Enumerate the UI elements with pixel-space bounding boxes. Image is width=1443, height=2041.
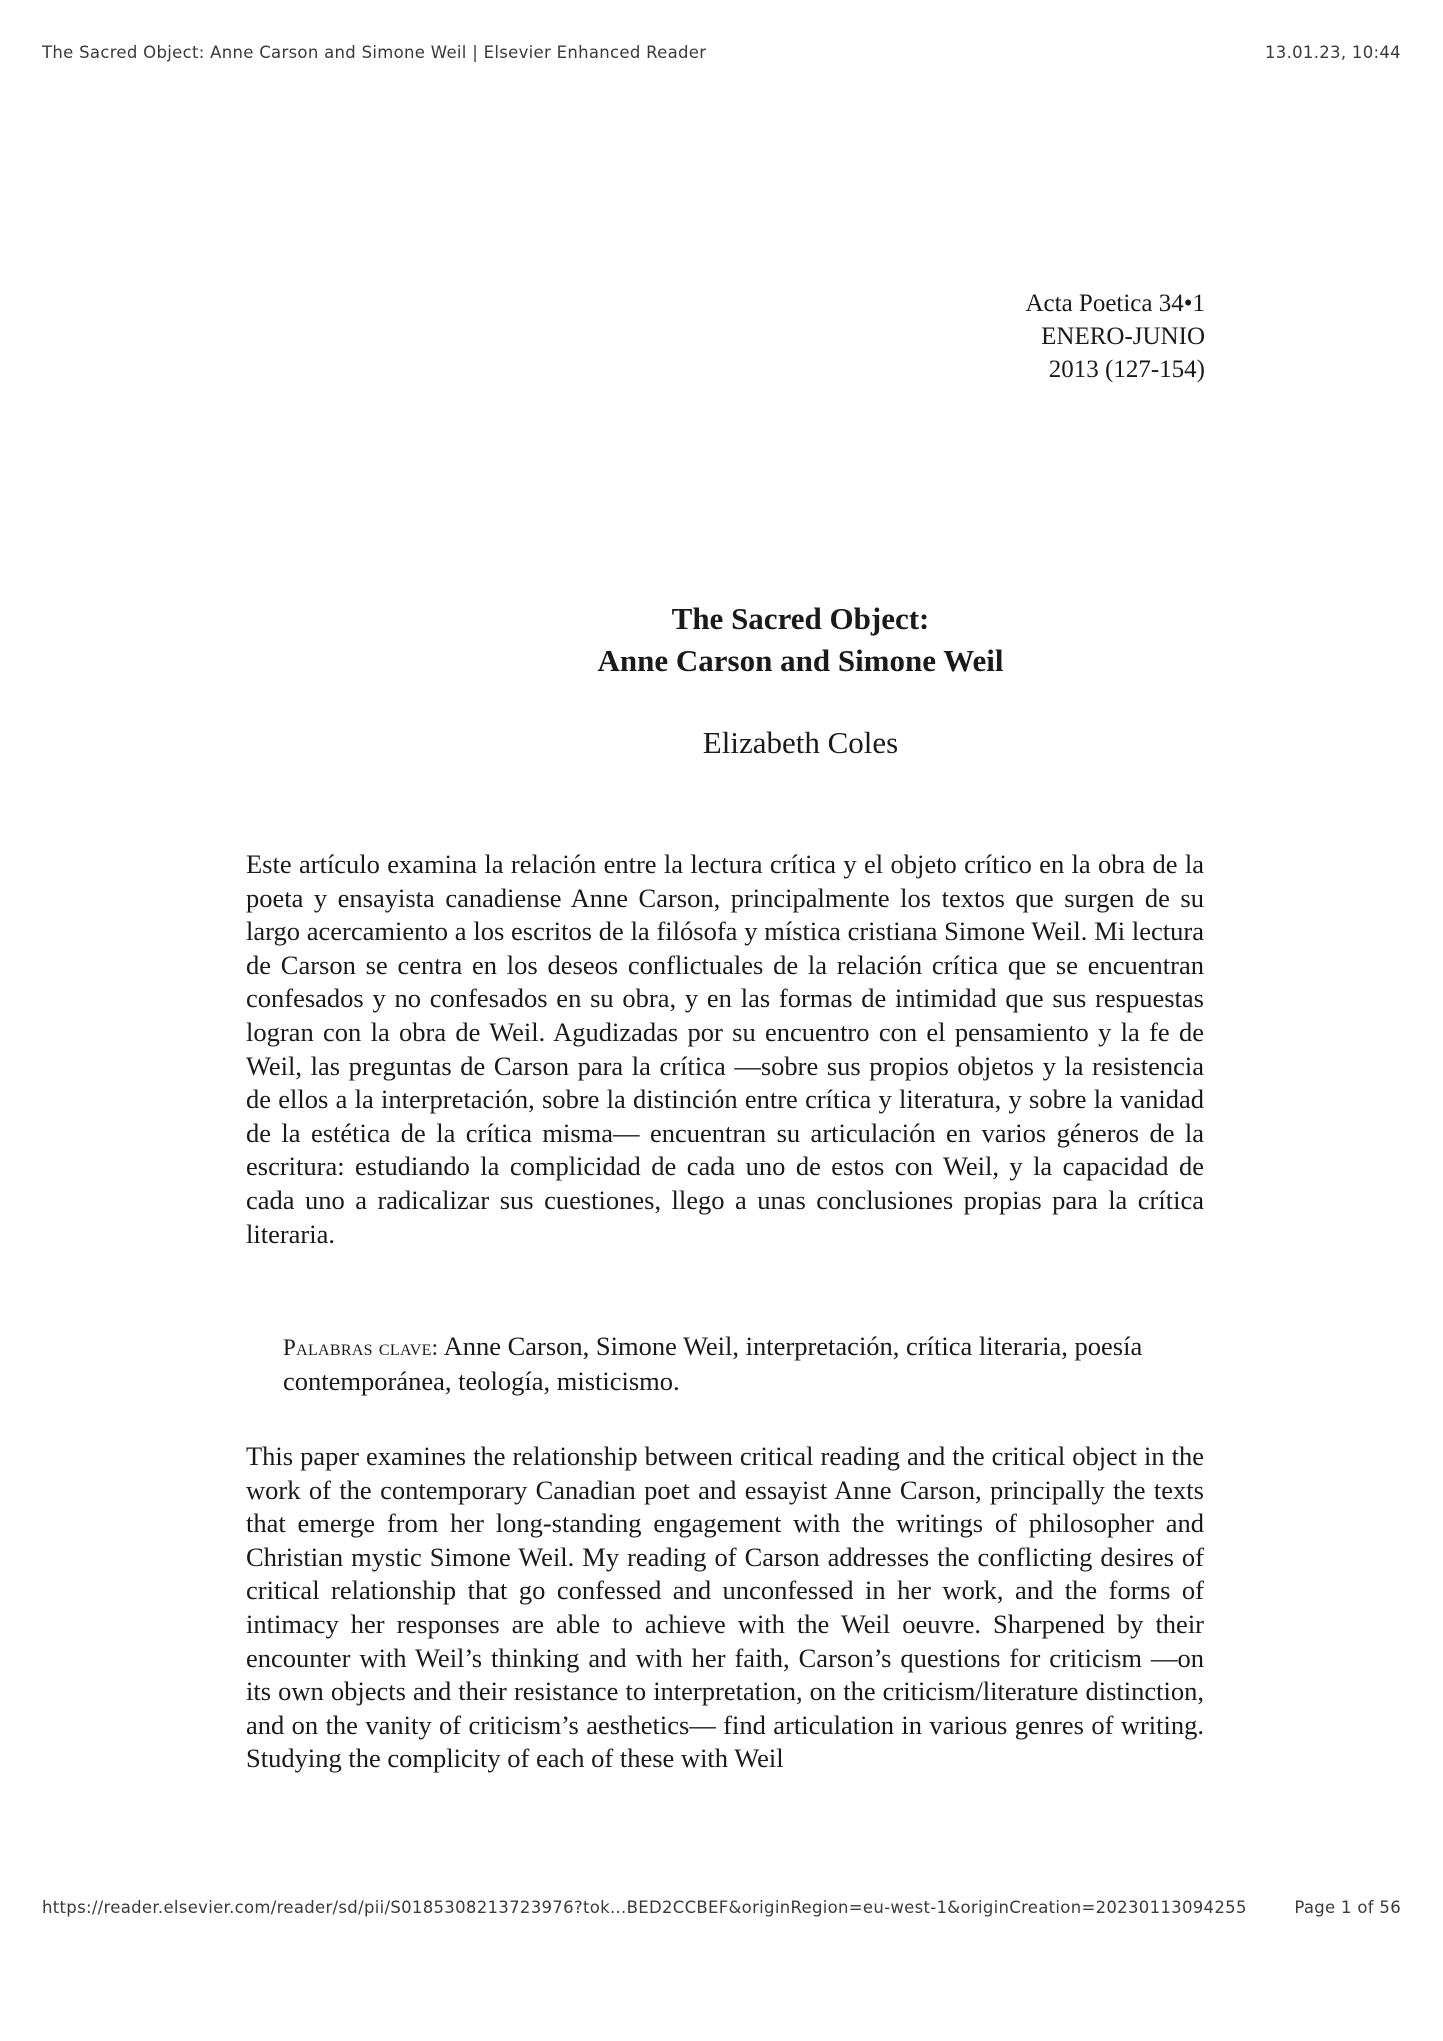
print-header	[42, 43, 1401, 62]
article-title-line-2: Anne Carson and Simone Weil	[597, 643, 1004, 678]
article-author: Elizabeth Coles	[702, 725, 899, 760]
journal-year-pages: 2013 (127-154)	[1048, 356, 1205, 383]
print-footer	[42, 1898, 1401, 1917]
keywords-label: Palabras clave:	[283, 1335, 439, 1360]
page-indicator: Page 1 of 56	[1294, 1898, 1401, 1917]
journal-period: ENERO-JUNIO	[1041, 323, 1205, 350]
journal-name: Acta Poetica 34•1	[1025, 290, 1205, 317]
abstract-english: This paper examines the relationship between critical reading and the critical object in the work of the contemporary Canadian poet and essayist Anne Carson, principally the texts that emerge from her long-standing engagement with the writings of philosopher and Christian mystic Simone Weil. My reading of Carson addresses the conflicting desires of critical relationship that go confessed and unconfessed in her work, and the forms of intimacy her responses are able to achieve with the Weil oeuvre. Sharpened by their encounter with Weil’s thinking and with her faith, Carson’s questions for criticism —on its own objects and their resistance to interpretation, on the criticism/literature distinction, and on the vanity of criticism’s aesthetics— find articulation in various genres of writing. Studying the complicity of each of these with Weil	[246, 1441, 1204, 1774]
keywords	[283, 1330, 1183, 1398]
print-page-title: The Sacred Object: Anne Carson and Simone Weil | Elsevier Enhanced Reader	[42, 43, 707, 62]
print-url: https://reader.elsevier.com/reader/sd/pii/S0185308213723976?tok...BED2CCBEF&originRegion=eu-west-1&originCreation=20230113094255	[42, 1898, 1247, 1917]
print-timestamp: 13.01.23, 10:44	[1264, 43, 1401, 62]
keywords-list: Anne Carson, Simone Weil, interpretación, crítica literaria, poesía contemporánea, teología, misticismo.	[283, 1331, 1143, 1396]
journal-citation	[1025, 287, 1205, 386]
article-title	[0, 598, 1443, 682]
article-title-line-1: The Sacred Object:	[671, 601, 930, 636]
abstract-spanish: Este artículo examina la relación entre la lectura crítica y el objeto crítico en la obra de la poeta y ensayista canadiense Anne Carson, principalmente los textos que surgen de su largo acercamiento a los escritos de la filósofa y mística cristiana Simone Weil. Mi lectura de Carson se centra en los deseos conflictuales de la relación crítica que se encuentran confesados y no confesados en su obra, y en las formas de intimidad que sus respuestas logran con la obra de Weil. Agudizadas por su encuentro con el pensamiento y la fe de Weil, las preguntas de Carson para la crítica —sobre sus propios objetos y la resistencia de ellos a la interpretación, sobre la distinción entre crítica y literatura, y sobre la vanidad de la estética de la crítica misma— encuentran su articulación en varios géneros de la escritura: estudiando la complicidad de cada uno de estos con Weil, y la capacidad de cada uno a radicalizar sus cuestiones, llego a unas conclusiones propias para la crítica literaria.	[246, 849, 1204, 1249]
